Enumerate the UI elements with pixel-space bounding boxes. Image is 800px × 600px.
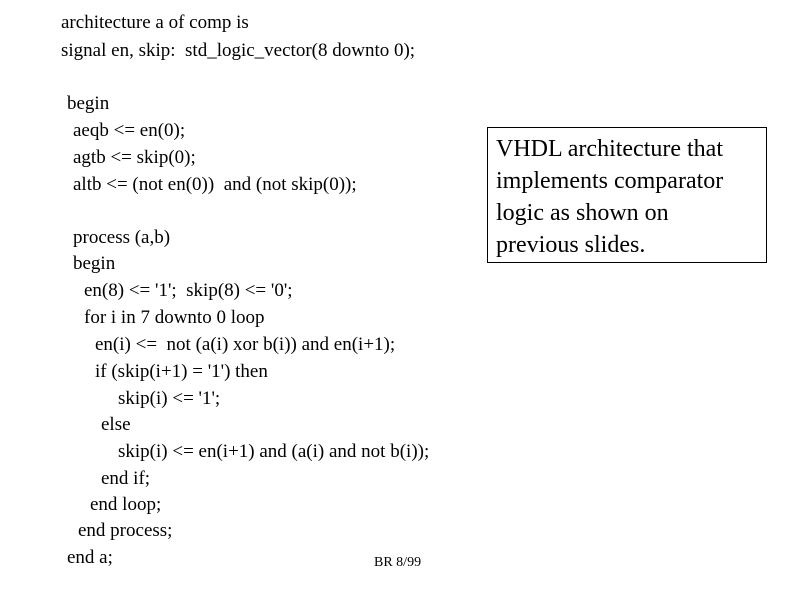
code-line: agtb <= skip(0); — [73, 147, 196, 168]
code-line: en(i) <= not (a(i) xor b(i)) and en(i+1); — [95, 334, 396, 355]
code-line: skip(i) <= en(i+1) and (a(i) and not b(i)); — [118, 441, 430, 462]
code-line: end a; — [67, 547, 113, 568]
annotation-box — [487, 127, 767, 263]
annotation-line: logic as shown on — [496, 200, 669, 226]
code-line: begin — [67, 93, 110, 114]
code-line: en(8) <= '1'; skip(8) <= '0'; — [84, 280, 293, 301]
slide-footer: BR 8/99 — [374, 555, 422, 570]
annotation-line: previous slides. — [496, 232, 646, 258]
code-line: for i in 7 downto 0 loop — [84, 307, 265, 328]
code-line: altb <= (not en(0)) and (not skip(0)); — [73, 174, 357, 195]
code-line: skip(i) <= '1'; — [118, 388, 221, 409]
code-line: begin — [73, 253, 116, 274]
annotation-line: VHDL architecture that — [496, 136, 724, 162]
annotation-line: implements comparator — [496, 168, 724, 194]
code-line: process (a,b) — [73, 227, 171, 248]
code-line: else — [101, 414, 131, 435]
code-line: end if; — [101, 468, 151, 489]
code-line: architecture a of comp is — [61, 12, 249, 33]
code-line: end loop; — [90, 494, 162, 515]
code-line: end process; — [78, 520, 173, 541]
code-line: signal en, skip: std_logic_vector(8 downto 0); — [61, 40, 416, 61]
code-line: if (skip(i+1) = '1') then — [95, 361, 268, 382]
code-line: aeqb <= en(0); — [73, 120, 186, 141]
